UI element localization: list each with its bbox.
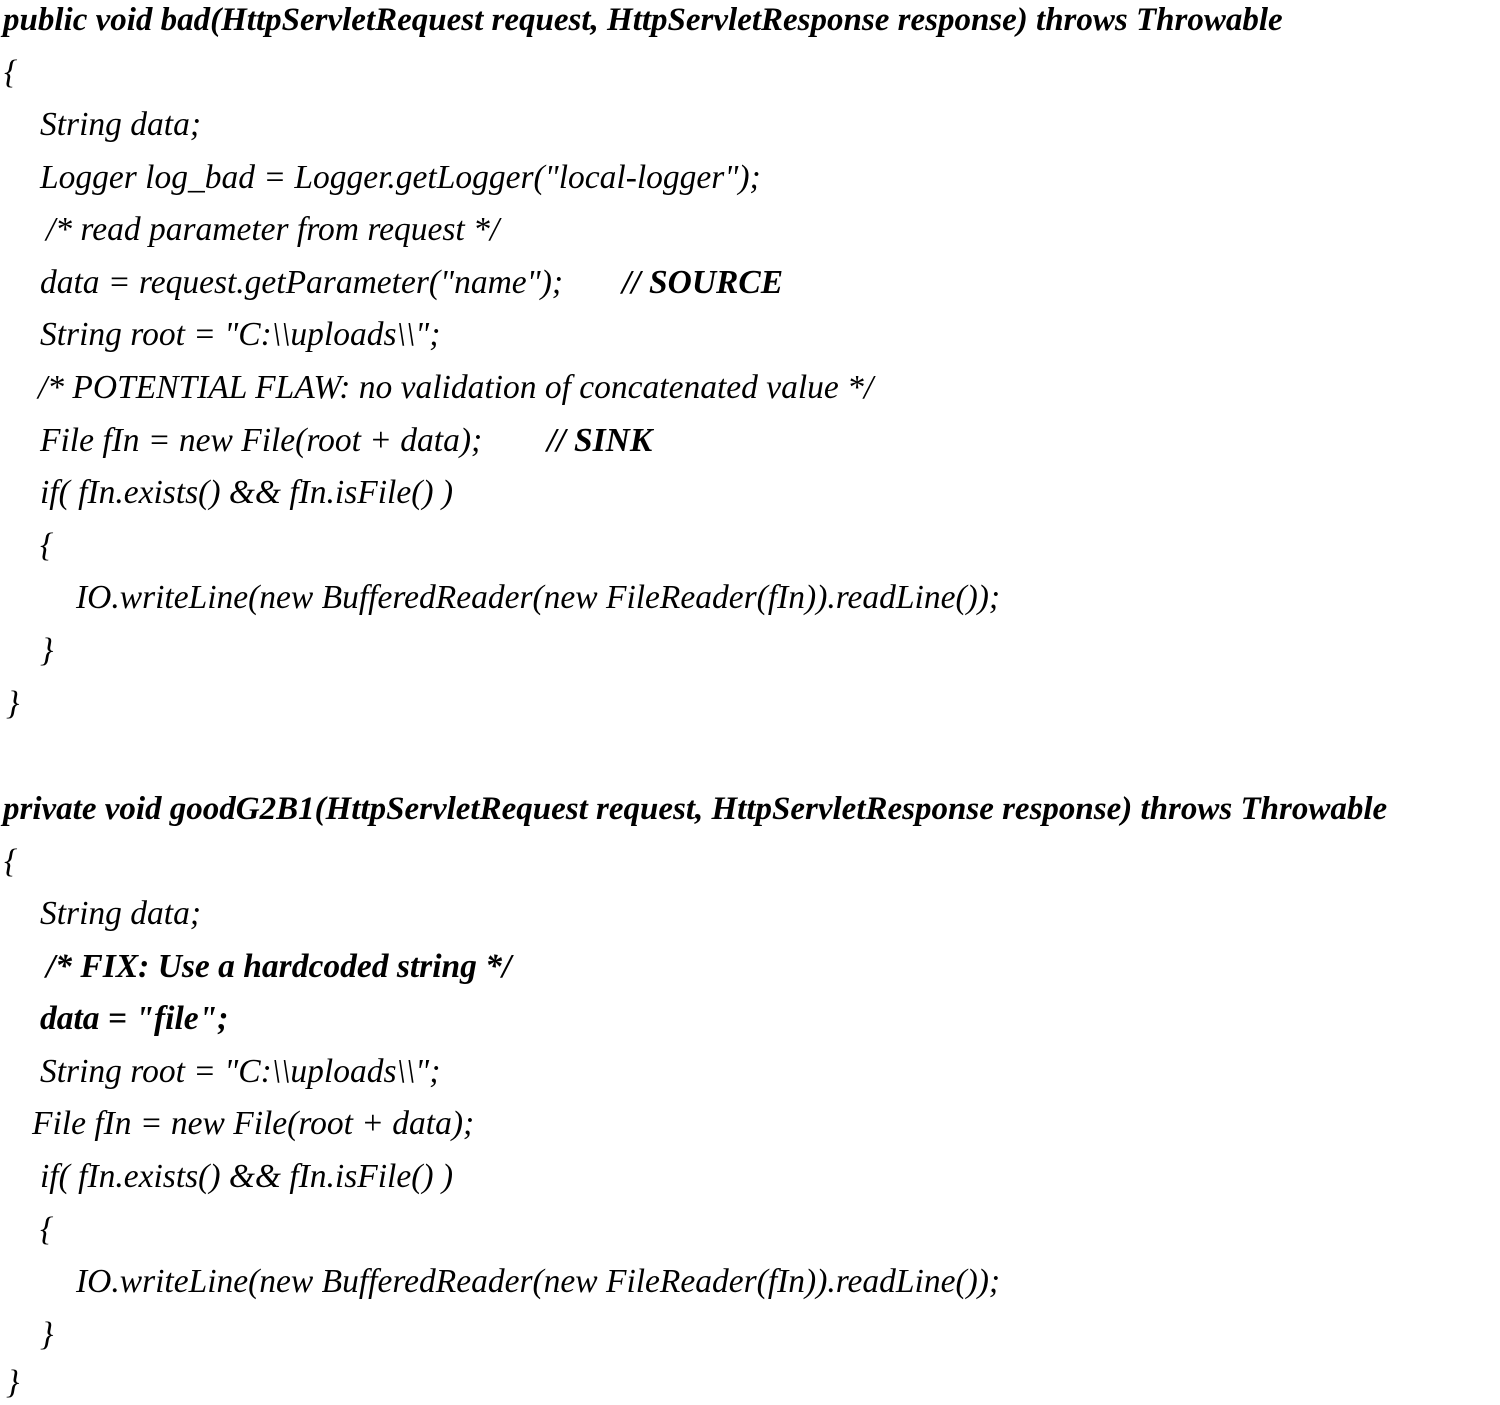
- code-line: {: [40, 527, 54, 564]
- bad-method-open-brace: {: [4, 54, 18, 91]
- sink-marker-comment: // SINK: [547, 422, 653, 459]
- code-line: File fIn = new File(root + data);: [40, 422, 483, 459]
- bad-method-signature: public void bad(HttpServletRequest request, HttpServletResponse response) throws Throwable: [3, 2, 1283, 38]
- code-comment: /* POTENTIAL FLAW: no validation of concatenated value */: [38, 369, 874, 406]
- code-line: {: [40, 1211, 54, 1248]
- source-marker-comment: // SOURCE: [622, 264, 784, 301]
- good-method-close-brace: }: [6, 1364, 20, 1401]
- code-line: if( fIn.exists() && fIn.isFile() ): [40, 1158, 454, 1195]
- code-comment: /* read parameter from request */: [46, 211, 500, 248]
- code-line: String data;: [40, 106, 201, 143]
- code-line: String root = "C:\\uploads\\";: [40, 316, 441, 353]
- fix-comment: /* FIX: Use a hardcoded string */: [46, 948, 512, 985]
- code-line: data = request.getParameter("name");: [40, 264, 564, 301]
- fix-assignment: data = "file";: [40, 1000, 229, 1037]
- bad-method-close-brace: }: [6, 685, 20, 722]
- code-line: IO.writeLine(new BufferedReader(new FileReader(fIn)).readLine());: [76, 1263, 1001, 1300]
- code-line: Logger log_bad = Logger.getLogger("local-logger");: [40, 159, 761, 196]
- code-line: }: [40, 632, 54, 669]
- code-line: IO.writeLine(new BufferedReader(new FileReader(fIn)).readLine());: [76, 579, 1001, 616]
- good-method-open-brace: {: [4, 843, 18, 880]
- code-line: if( fIn.exists() && fIn.isFile() ): [40, 474, 454, 511]
- code-line: String data;: [40, 895, 201, 932]
- good-method-signature: private void goodG2B1(HttpServletRequest request, HttpServletResponse response) throws Throwable: [3, 791, 1388, 827]
- code-line: File fIn = new File(root + data);: [32, 1105, 475, 1142]
- code-line: }: [40, 1316, 54, 1353]
- code-line: String root = "C:\\uploads\\";: [40, 1053, 441, 1090]
